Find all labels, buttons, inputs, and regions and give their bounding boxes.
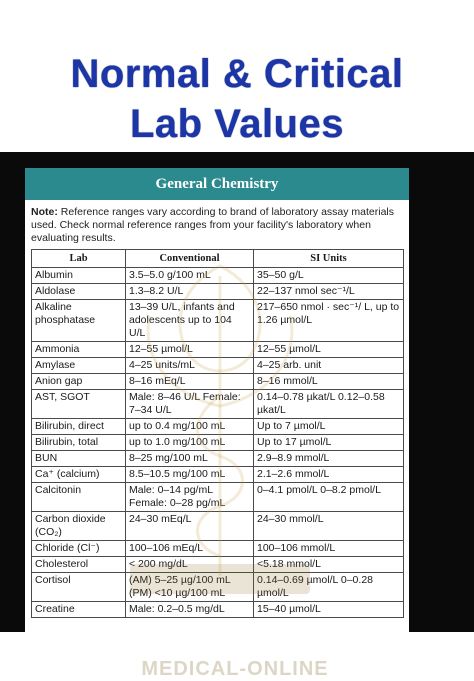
conventional-value-cell: up to 0.4 mg/100 mL — [126, 419, 254, 435]
si-value-cell: 2.1–2.6 mmol/L — [254, 467, 404, 483]
title-line-1: Normal & Critical — [70, 52, 404, 96]
lab-name-cell: BUN — [32, 451, 126, 467]
conventional-value-cell: 3.5–5.0 g/100 mL — [126, 268, 254, 284]
lab-name-cell: Anion gap — [32, 374, 126, 390]
note-label: Note: — [31, 206, 58, 218]
conventional-value-cell: 13–39 U/L, infants and adolescents up to 104 U/L — [126, 300, 254, 342]
si-value-cell: <5.18 mmol/L — [254, 557, 404, 573]
conventional-value-cell: 12–55 µmol/L — [126, 342, 254, 358]
title-line-2: Lab Values — [130, 102, 344, 146]
lab-name-cell: Carbon dioxide (CO₂) — [32, 512, 126, 541]
table-row — [32, 467, 404, 483]
lab-name-cell: Ammonia — [32, 342, 126, 358]
conventional-value-cell: up to 1.0 mg/100 mL — [126, 435, 254, 451]
lab-name-cell: Aldolase — [32, 284, 126, 300]
note-block — [25, 200, 409, 249]
table-row — [32, 342, 404, 358]
lab-name-cell: Calcitonin — [32, 483, 126, 512]
conventional-value-cell: < 200 mg/dL — [126, 557, 254, 573]
note-text: Reference ranges vary according to brand of laboratory assay materials used. Check normal reference ranges from your facility's laboratory when evaluating results. — [31, 206, 395, 244]
conventional-value-cell: Male: 8–46 U/L Female: 7–34 U/L — [126, 390, 254, 419]
watermark-text: MEDICAL-ONLINE — [141, 658, 329, 680]
si-value-cell: 0.14–0.69 µmol/L 0–0.28 µmol/L — [254, 573, 404, 602]
si-value-cell: 217–650 nmol · sec⁻¹/ L, up to 1.26 µmol/L — [254, 300, 404, 342]
title-area — [0, 0, 474, 152]
conventional-value-cell: 100–106 mEq/L — [126, 541, 254, 557]
table-row — [32, 358, 404, 374]
table-row — [32, 512, 404, 541]
table-row — [32, 284, 404, 300]
lab-name-cell: Cortisol — [32, 573, 126, 602]
si-value-cell: 0–4.1 pmol/L 0–8.2 pmol/L — [254, 483, 404, 512]
conventional-value-cell: 8–25 mg/100 mL — [126, 451, 254, 467]
table-row — [32, 390, 404, 419]
table-row — [32, 419, 404, 435]
lab-name-cell: Alkaline phosphatase — [32, 300, 126, 342]
conventional-value-cell: 4–25 units/mL — [126, 358, 254, 374]
si-value-cell: 35–50 g/L — [254, 268, 404, 284]
conventional-value-cell: Male: 0.2–0.5 mg/dL — [126, 602, 254, 618]
table-row — [32, 300, 404, 342]
lab-name-cell: Bilirubin, total — [32, 435, 126, 451]
header-lab: Lab — [32, 250, 126, 268]
conventional-value-cell: 8.5–10.5 mg/100 mL — [126, 467, 254, 483]
table-row — [32, 483, 404, 512]
conventional-value-cell: 24–30 mEq/L — [126, 512, 254, 541]
si-value-cell: 12–55 µmol/L — [254, 342, 404, 358]
table-row — [32, 268, 404, 284]
si-value-cell: 2.9–8.9 mmol/L — [254, 451, 404, 467]
header-si-units: SI Units — [254, 250, 404, 268]
table-header-row — [32, 250, 404, 268]
si-value-cell: Up to 17 µmol/L — [254, 435, 404, 451]
si-value-cell: 0.14–0.78 µkat/L 0.12–0.58 µkat/L — [254, 390, 404, 419]
conventional-value-cell: (AM) 5–25 µg/100 mL (PM) <10 µg/100 mL — [126, 573, 254, 602]
si-value-cell: 4–25 arb. unit — [254, 358, 404, 374]
lab-name-cell: Chloride (Cl⁻) — [32, 541, 126, 557]
si-value-cell: 15–40 µmol/L — [254, 602, 404, 618]
table-row — [32, 557, 404, 573]
lab-values-table — [31, 249, 404, 618]
table-row — [32, 602, 404, 618]
table-row — [32, 541, 404, 557]
header-conventional: Conventional — [126, 250, 254, 268]
lab-name-cell: Creatine — [32, 602, 126, 618]
si-value-cell: 22–137 nmol sec⁻¹/L — [254, 284, 404, 300]
table-row — [32, 374, 404, 390]
lab-name-cell: AST, SGOT — [32, 390, 126, 419]
lab-name-cell: Ca⁺ (calcium) — [32, 467, 126, 483]
lab-name-cell: Cholesterol — [32, 557, 126, 573]
table-row — [32, 451, 404, 467]
section-heading: General Chemistry — [25, 168, 409, 200]
conventional-value-cell: 8–16 mEq/L — [126, 374, 254, 390]
si-value-cell: 100–106 mmol/L — [254, 541, 404, 557]
table-row — [32, 573, 404, 602]
si-value-cell: 8–16 mmol/L — [254, 374, 404, 390]
conventional-value-cell: Male: 0–14 pg/mL Female: 0–28 pg/mL — [126, 483, 254, 512]
lab-name-cell: Bilirubin, direct — [32, 419, 126, 435]
lab-name-cell: Albumin — [32, 268, 126, 284]
lab-name-cell: Amylase — [32, 358, 126, 374]
table-row — [32, 435, 404, 451]
si-value-cell: 24–30 mmol/L — [254, 512, 404, 541]
si-value-cell: Up to 7 µmol/L — [254, 419, 404, 435]
conventional-value-cell: 1.3–8.2 U/L — [126, 284, 254, 300]
document-page — [25, 168, 409, 680]
